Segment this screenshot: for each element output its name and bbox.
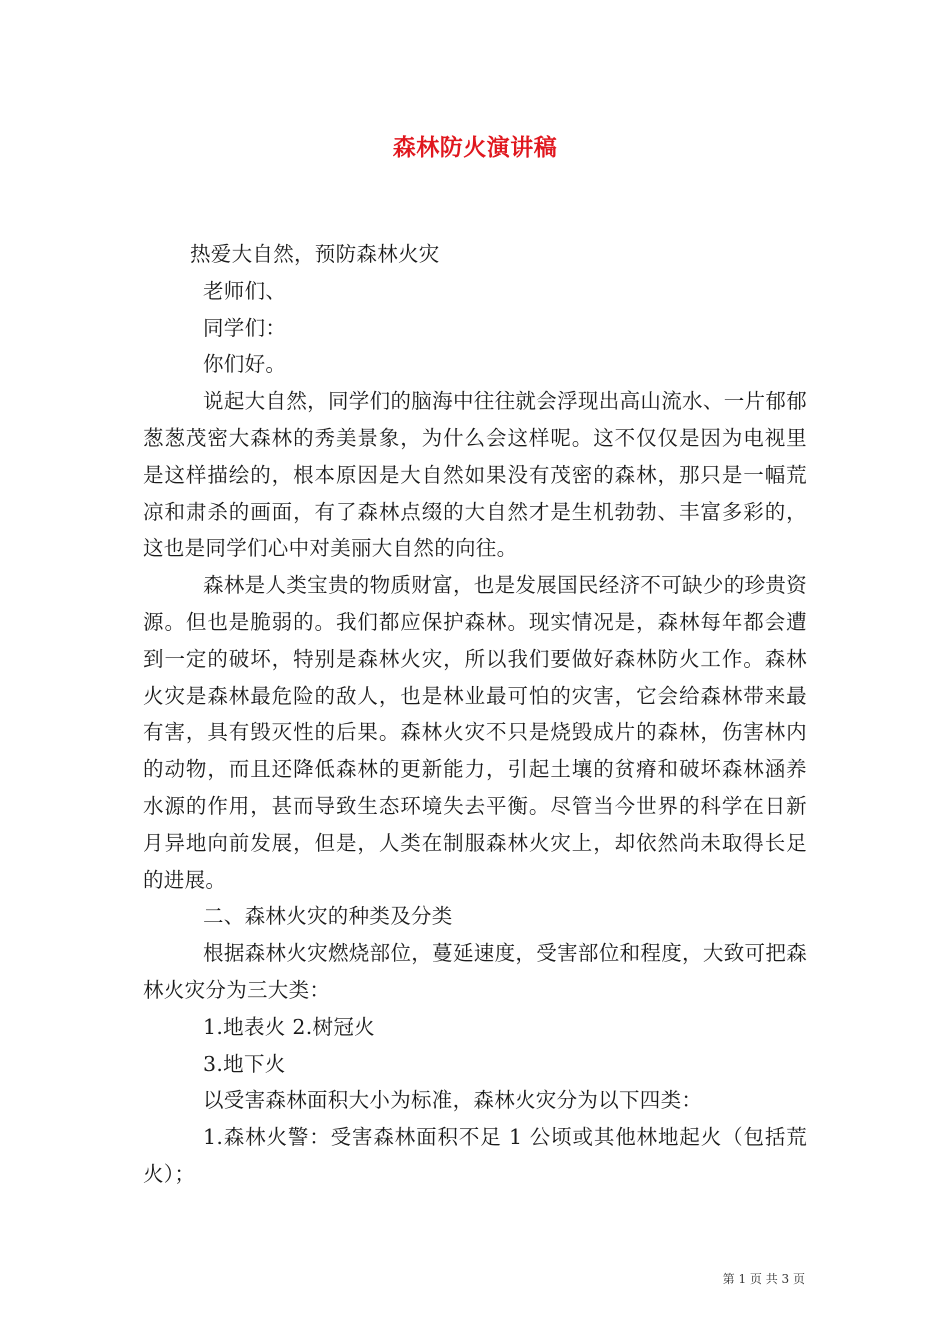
- paragraph-subtitle: 热爱大自然，预防森林火灾: [190, 242, 440, 266]
- section-heading-fire-types: 二、森林火灾的种类及分类: [203, 904, 453, 929]
- paragraph-greeting: 你们好。: [203, 352, 287, 377]
- list-item-fire-types-2: 3.地下火: [203, 1051, 286, 1076]
- list-item-fire-types-1: 1.地表火 2.树冠火: [203, 1014, 375, 1039]
- document-body: [143, 236, 807, 1193]
- paragraph-classification: 根据森林火灾燃烧部位，蔓延速度，受害部位和程度，大致可把森林火灾分为三大类：: [143, 941, 807, 1002]
- paragraph-forest-value: 森林是人类宝贵的物质财富，也是发展国民经济不可缺少的珍贵资源。但也是脆弱的。我们都应保护森林。现实情况是，森林每年都会遭到一定的破坏，特别是森林火灾，所以我们要做好森林防火工作。森林火灾是森林最危险的敌人，也是林业最可怕的灾害，它会给森林带来最有害，具有毁灭性的后果。森林火灾不只是烧毁成片的森林，伤害林内的动物，而且还降低森林的更新能力，引起土壤的贫瘠和破坏森林涵养水源的作用，甚而导致生态环境失去平衡。尽管当今世界的科学在日新月异地向前发展，但是，人类在制服森林火灾上，却依然尚未取得长足的进展。: [143, 573, 807, 892]
- list-item-fire-alert: 1.森林火警：受害森林面积不足 1 公顷或其他林地起火（包括荒火）；: [143, 1125, 807, 1186]
- page-number: 第 1 页 共 3 页: [722, 1272, 805, 1286]
- paragraph-nature: 说起大自然，同学们的脑海中往往就会浮现出高山流水、一片郁郁葱葱茂密大森林的秀美景象，为什么会这样呢。这不仅仅是因为电视里是这样描绘的，根本原因是大自然如果没有茂密的森林，那只是一幅荒凉和肃杀的画面，有了森林点缀的大自然才是生机勃勃、丰富多彩的，这也是同学们心中对美丽大自然的向往。: [143, 389, 807, 561]
- paragraph-salutation-students: 同学们：: [203, 315, 287, 340]
- paragraph-area-classification: 以受害森林面积大小为标准，森林火灾分为以下四类：: [203, 1088, 703, 1113]
- document-title: 森林防火演讲稿: [392, 135, 558, 161]
- paragraph-salutation-teachers: 老师们、: [203, 278, 287, 303]
